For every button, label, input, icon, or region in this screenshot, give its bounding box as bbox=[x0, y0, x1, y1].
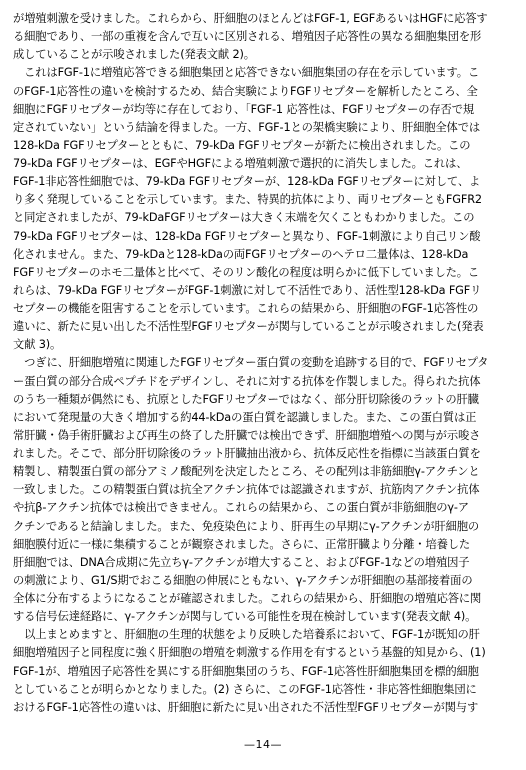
text-line: 細胞にFGFリセプターが均等に存在しており、「FGF-1 応答性は、FGFリセプターの存否で規 bbox=[13, 102, 474, 116]
text-line: 常肝臓・偽手術肝臓および再生の終了した肝臓では検出できず、肝細胞増殖への関与が示唆さ bbox=[13, 428, 481, 442]
text-line: 化されません。また、79-kDaと128-kDaの両FGFリセプターのヘテロ二量体は、128-kDa bbox=[13, 247, 469, 261]
text-line: ー蛋白質の部分合成ペプチドをデザインし、それに対する抗体を作製しました。得られた抗体 bbox=[13, 374, 481, 388]
text-line: 79-kDa FGFリセプターは、EGFやHGFによる増殖刺激で選択的に消失しました。これは、 bbox=[13, 157, 468, 170]
text-line: 一致しました。この精製蛋白質は抗全アクチン抗体では認識されますが、抗筋肉アクチン抗体 bbox=[13, 483, 480, 497]
text-line: 文献 3)。 bbox=[13, 338, 62, 352]
text-line: る細胞であり、一部の重複を含んで互いに区別される、増殖因子応答性の異なる細胞集団を形 bbox=[13, 30, 482, 44]
body-text bbox=[13, 10, 519, 717]
text-line: 肝細胞では、DNA合成期に先立ちγ-アクチンが増大すること、およびFGF-1などの増殖因子 bbox=[13, 555, 470, 569]
text-line: のFGF-1応答性の違いを検討するため、結合実験によりFGFリセプターを解析したところ、全 bbox=[13, 84, 478, 98]
text-line: これはFGF-1に増殖応答できる細胞集団と応答できない細胞集団の存在を示しています。こ bbox=[13, 66, 480, 80]
text-line: クチンであると結論しました。また、免疫染色により、肝再生の早期にγ-アクチンが肝細胞の bbox=[13, 519, 480, 533]
text-line: や抗β-アクチン抗体では検出できません。これらの結果から、この蛋白質が非筋細胞のγ-ア bbox=[13, 501, 469, 515]
text-line: のうち一種類が偶然にも、抗原としたFGFリセプターではなく、部分肝切除後のラットの肝臓 bbox=[13, 392, 479, 406]
text-line: おけるFGF-1応答性の違いは、肝細胞に新たに見い出された不活性型FGFリセプターが関与す bbox=[13, 700, 479, 714]
text-line: 細胞膜付近に一様に集積することが観察されました。さらに、正常肝臓より分離・培養した bbox=[13, 537, 471, 551]
text-line: れました。そこで、部分肝切除後のラット肝臓抽出液から、抗体反応性を指標に当該蛋白質を bbox=[13, 447, 481, 460]
page-number: —14— bbox=[244, 738, 282, 751]
text-line: セプターの機能を阻害することを示しています。これらの結果から、肝細胞のFGF-1応答性の bbox=[13, 302, 479, 315]
text-line: としていることが明らかとなりました。(2) さらに、このFGF-1応答性・非応答性細胞集団に bbox=[13, 682, 477, 696]
text-line: り多く発現していることを示しています。また、特異的抗体により、両リセプターともFGFR2 bbox=[13, 193, 482, 207]
text-line: が増殖刺激を受けました。これらから、肝細胞のほとんどはFGF-1, EGFあるいはHGFに応答す bbox=[13, 12, 488, 25]
text-line: FGFリセプターのホモ二量体と比べて、そのリン酸化の程度は明らかに低下していました。こ bbox=[13, 265, 480, 279]
text-line: 成していることが示唆されました(発表文献 2)。 bbox=[13, 48, 255, 62]
text-line: つぎに、肝細胞増殖に関連したFGFリセプター蛋白質の変動を追跡する目的で、FGFリセプタ bbox=[13, 356, 489, 370]
text-line: れらは、79-kDa FGFリセプターがFGF-1刺激に対して不活性であり、活性型128-kDa FGFリ bbox=[13, 283, 482, 297]
text-line: 細胞増殖因子と同程度に強く肝細胞の増殖を刺激する作用を有するという基盤的知見から、(1) bbox=[13, 646, 486, 660]
text-line: 違いに、新たに見い出した不活性型FGFリセプターが関与していることが示唆されました(発表 bbox=[13, 320, 484, 334]
text-line: の刺激により、G1/S期でおこる細胞の伸展にともない、γ-アクチンが肝細胞の基部接着面の bbox=[13, 573, 473, 587]
text-line: FGF-1が、増殖因子応答性を異にする肝細胞集団のうち、FGF-1応答性肝細胞集団を標的細胞 bbox=[13, 664, 479, 678]
text-line: 定されていない」という結論を得ました。一方、FGF-1との架橋実験により、肝細胞全体では bbox=[13, 120, 480, 134]
text-line: する信号伝達経路に、γ-アクチンが関与している可能性を現在検討しています(発表文献 4)。 bbox=[13, 610, 477, 624]
text-line: 128-kDa FGFリセプターとともに、79-kDa FGFリセプターが新たに検出されました。この bbox=[13, 138, 471, 152]
text-line: FGF-1非応答性細胞では、79-kDa FGFリセプターが、128-kDa FGFリセプターに対して、よ bbox=[13, 175, 481, 189]
text-line: 全体に分布するようになることが確認されました。これらの結果から、肝細胞の増殖応答に関 bbox=[13, 592, 482, 605]
text-line: 79-kDa FGFリセプターは、128-kDa FGFリセプターと異なり、FGF-1刺激により自己リン酸 bbox=[13, 229, 481, 243]
text-line: において発現量の大きく増加する約44-kDaの蛋白質を認識しました。また、この蛋白質は正 bbox=[13, 410, 477, 424]
text-line: 以上まとめますと、肝細胞の生理的状態をより反映した培養系において、FGF-1が既知の肝 bbox=[13, 628, 480, 642]
text-line: と同定されましたが、79-kDaFGFリセプターは大きく末端を欠くこともわかりました。この bbox=[13, 211, 475, 225]
text-line: 精製し、精製蛋白質の部分アミノ酸配列を決定したところ、その配列は非筋細胞γ-アクチンと bbox=[13, 465, 480, 479]
